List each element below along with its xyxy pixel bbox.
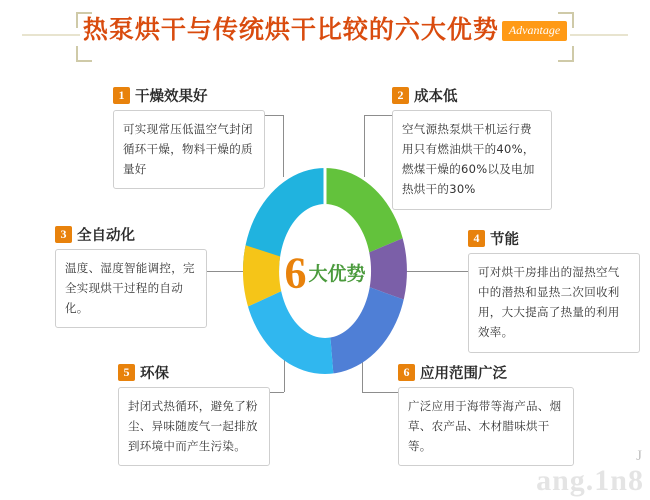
card-6-body: 广泛应用于海带等海产品、烟草、农产品、木材腊味烘干等。 [398,387,574,466]
card-6-number: 6 [398,364,415,381]
connector-card-4 [402,271,474,272]
advantage-card-3[interactable] [55,224,207,328]
card-5-number: 5 [118,364,135,381]
card-5-title: 环保 [140,366,169,382]
card-3-title: 全自动化 [77,228,135,244]
advantage-card-6[interactable] [398,362,574,466]
card-1-body: 可实现常压低温空气封闭循环干燥，物料干燥的质量好 [113,110,265,189]
card-2-number: 2 [392,87,409,104]
card-5-body: 封闭式热循环，避免了粉尘、异味随废气一起排放到环境中而产生污染。 [118,387,270,466]
card-1-header [113,85,265,106]
card-3-body: 温度、湿度智能调控，完全实现烘干过程的自动化。 [55,249,207,328]
card-3-number: 3 [55,226,72,243]
card-6-header [398,362,574,383]
card-4-header [468,228,640,249]
card-4-title: 节能 [490,232,519,248]
advantage-card-2[interactable] [392,85,552,210]
card-4-number: 4 [468,230,485,247]
title-rule-left [22,34,80,36]
watermark-corner-mark: J [636,448,642,464]
donut-center-label [243,240,407,306]
advantage-card-4[interactable] [468,228,640,353]
center-label-text: 大优势 [308,262,366,285]
card-6-title: 应用范围广泛 [420,366,507,382]
card-3-header [55,224,207,245]
title-badge: Advantage [502,21,567,41]
card-5-header [118,362,270,383]
advantage-card-5[interactable] [118,362,270,466]
card-2-body: 空气源热泵烘干机运行费用只有燃油烘干的40%，燃煤干燥的60%以及电加热烘干的30% [392,110,552,210]
advantage-card-1[interactable] [113,85,265,189]
title-text: 热泵烘干与传统烘干比较的六大优势 [82,15,499,44]
watermark-text: ang.1n8 [536,464,644,497]
title-rule-right [570,34,628,36]
center-number: 6 [284,248,307,298]
card-2-header [392,85,552,106]
page-title [0,8,650,54]
card-1-number: 1 [113,87,130,104]
title-inner [73,8,577,50]
card-4-body: 可对烘干房排出的湿热空气中的潜热和显热二次回收利用，大大提高了热量的利用效率。 [468,253,640,353]
card-1-title: 干燥效果好 [135,89,208,105]
card-2-title: 成本低 [414,89,458,105]
